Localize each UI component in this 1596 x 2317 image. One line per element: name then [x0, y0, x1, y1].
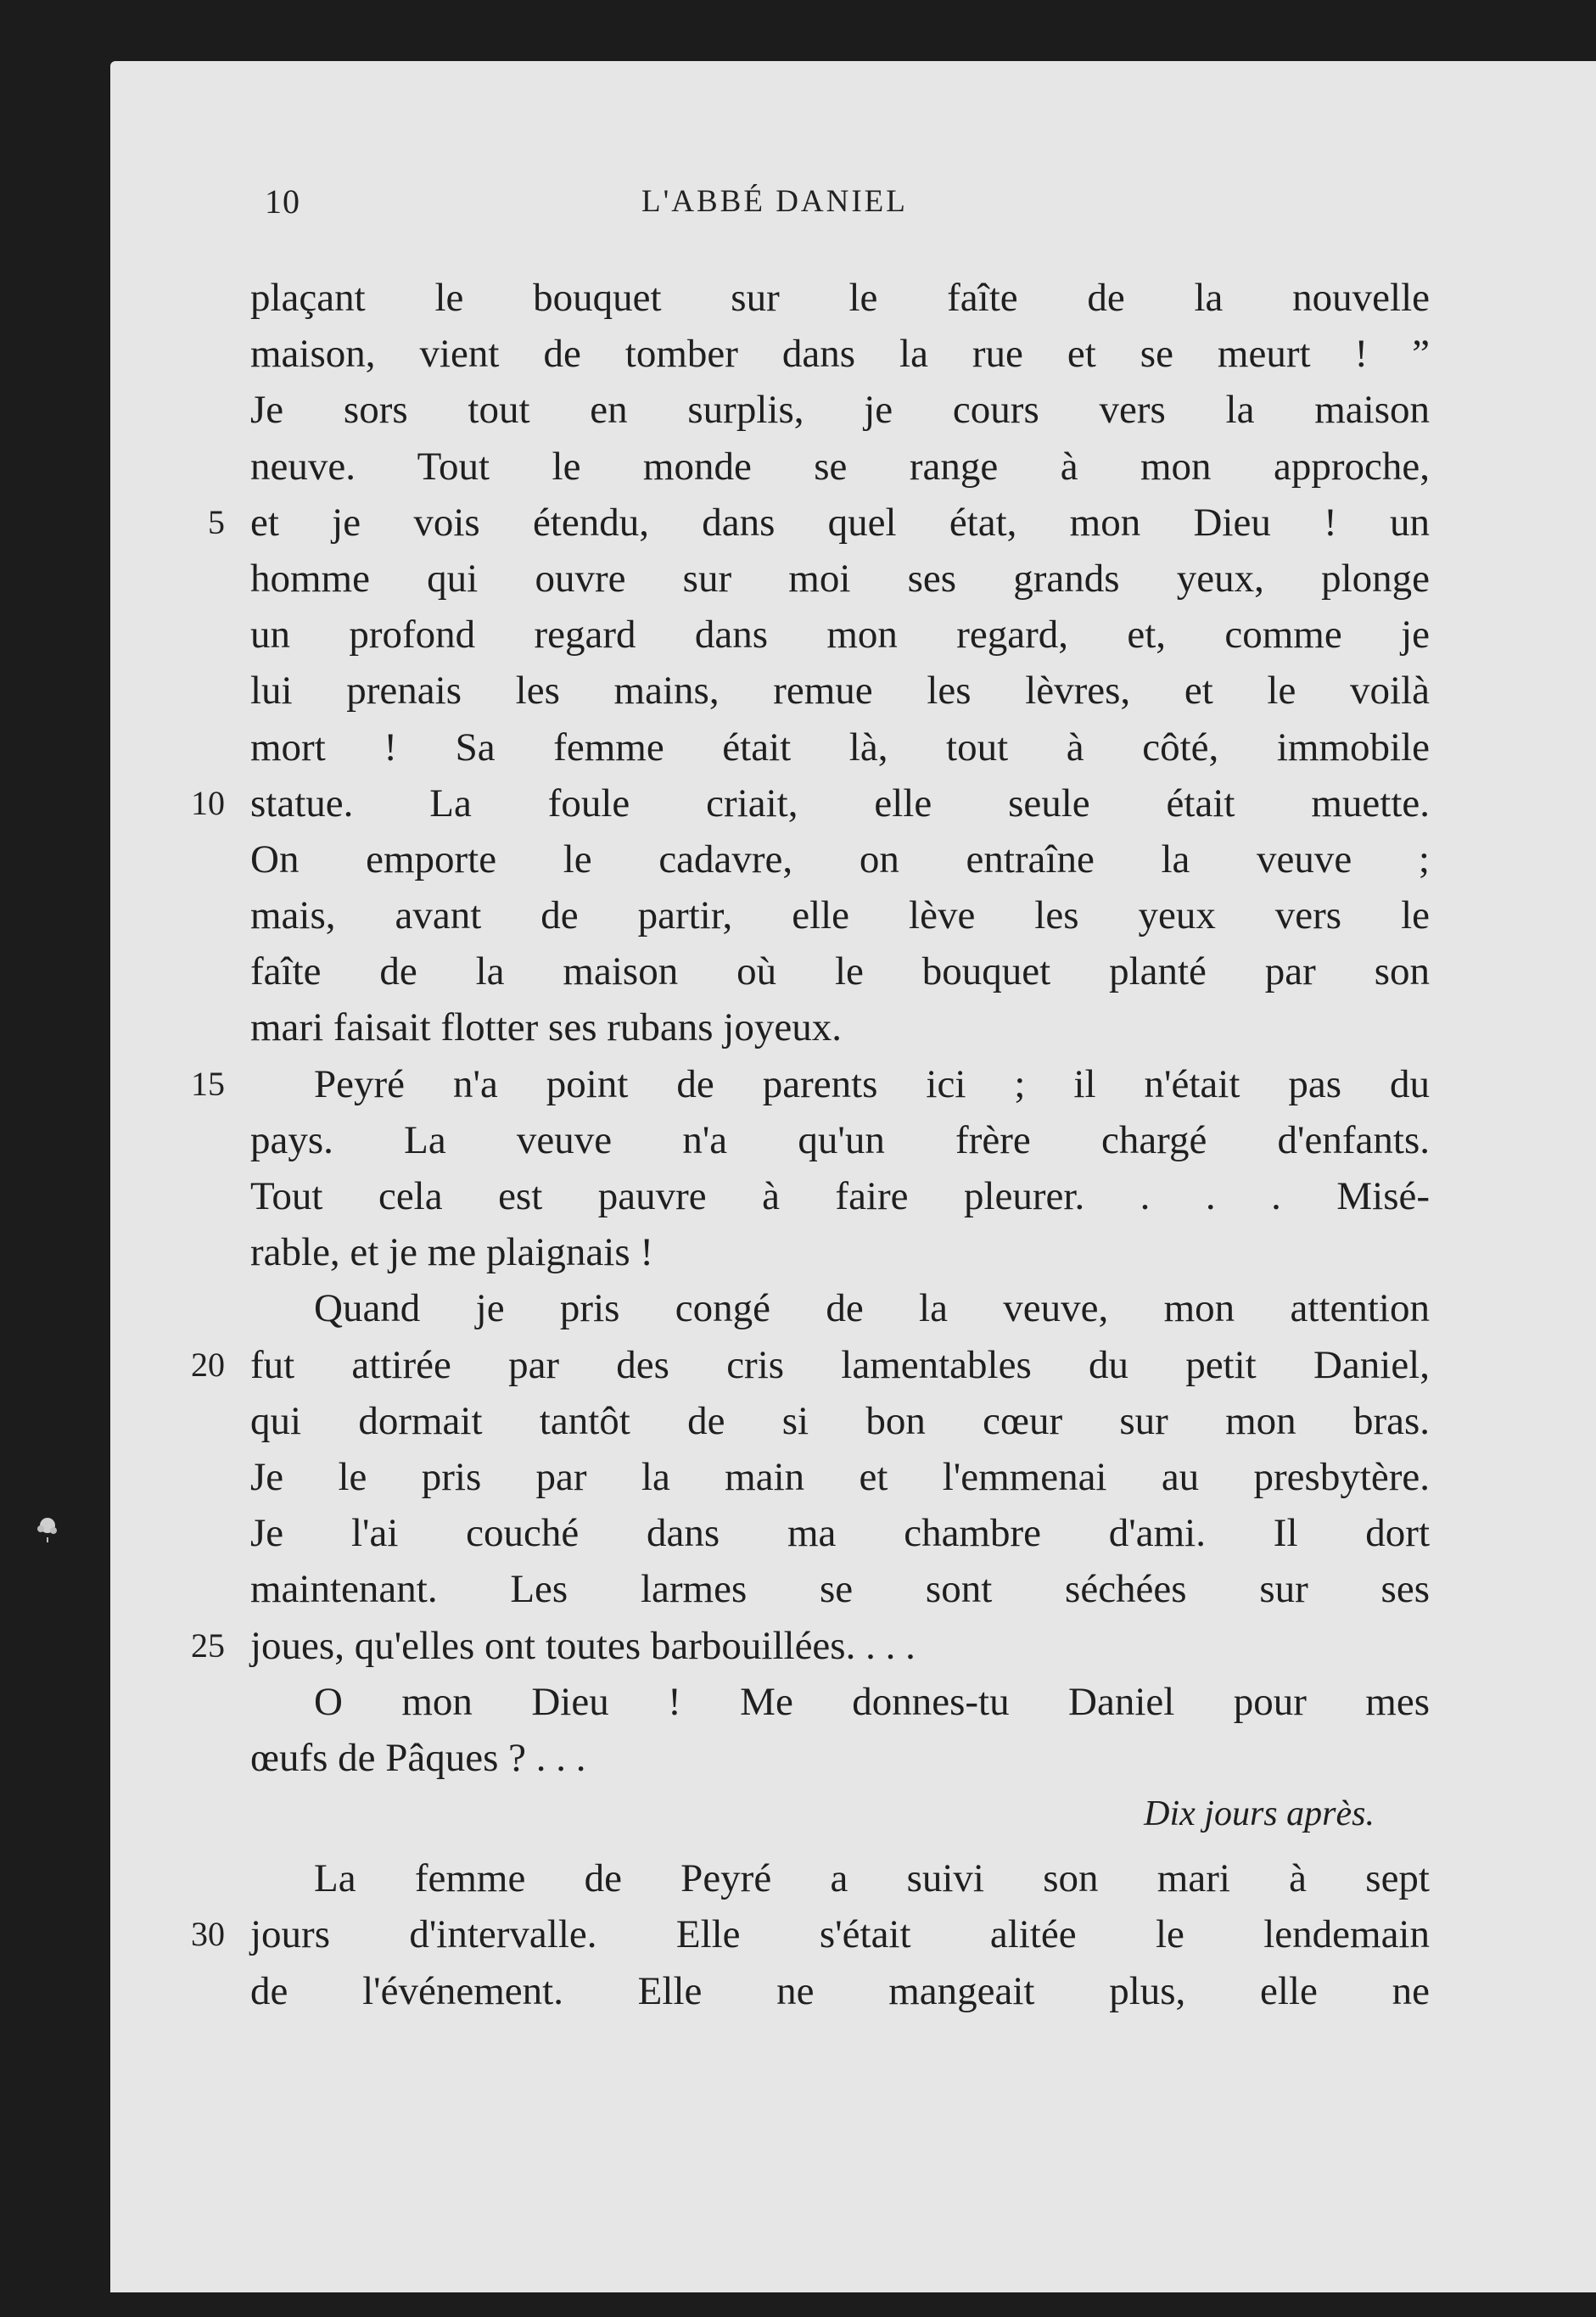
line-text: Dix jours après. [1144, 1794, 1375, 1834]
line-text: joues, qu'elles ont toutes barbouillées. . . . [250, 1623, 916, 1668]
line-text: maison, vient de tomber dans la rue et se meurt ! ” [250, 332, 1430, 377]
line-text: qui dormait tantôt de si bon cœur sur mon bras. [250, 1398, 1430, 1443]
text-line [250, 439, 1438, 495]
line-text: statue. La foule criait, elle seule était muette. [250, 781, 1430, 826]
text-line [191, 1906, 1438, 1962]
line-text: jours d'intervalle. Elle s'était alitée le lendemain [250, 1912, 1430, 1957]
line-text: et je vois étendu, dans quel état, mon Dieu ! un [250, 500, 1430, 545]
line-text: faîte de la maison où le bouquet planté par son [250, 949, 1430, 994]
line-text: Je le pris par la main et l'emmenai au presbytère. [250, 1454, 1430, 1499]
text-line [250, 943, 1438, 999]
page-number: 10 [265, 182, 300, 221]
ink-smudge-icon [31, 1510, 64, 1544]
line-text: Peyré n'a point de parents ici ; il n'était pas du [314, 1061, 1430, 1106]
line-text: Je l'ai couché dans ma chambre d'ami. Il dort [250, 1511, 1430, 1556]
text-line [250, 1674, 1438, 1730]
line-text: un profond regard dans mon regard, et, comme je [250, 613, 1430, 658]
line-text: lui prenais les mains, remue les lèvres, et le voilà [250, 669, 1430, 714]
line-text: On emporte le cadavre, on entraîne la veuve ; [250, 837, 1430, 881]
text-line [191, 775, 1438, 831]
line-number: 30 [191, 1915, 225, 1954]
text-line [208, 495, 1438, 551]
line-number: 15 [191, 1064, 225, 1103]
line-number: 5 [208, 502, 225, 541]
line-text: rable, et je me plaignais ! [250, 1230, 654, 1275]
text-line [250, 999, 1438, 1055]
line-text: mari faisait flotter ses rubans joyeux. [250, 1005, 842, 1050]
text-line [250, 1505, 1438, 1561]
line-text: neuve. Tout le monde se range à mon approche, [250, 444, 1430, 489]
text-line [250, 831, 1438, 887]
line-text: Je sors tout en surplis, je cours vers la maison [250, 388, 1430, 433]
line-text: Quand je pris congé de la veuve, mon attention [314, 1286, 1430, 1331]
line-text: O mon Dieu ! Me donnes-tu Daniel pour mes [314, 1679, 1430, 1724]
line-text: homme qui ouvre sur moi ses grands yeux, plonge [250, 556, 1430, 601]
text-line [250, 270, 1438, 326]
text-line [191, 1056, 1438, 1112]
text-line [250, 1393, 1438, 1449]
line-text: fut attirée par des cris lamentables du petit Daniel, [250, 1342, 1430, 1387]
line-text: mais, avant de partir, elle lève les yeux vers le [250, 893, 1430, 938]
spacer [250, 1842, 1438, 1850]
text-line [250, 326, 1438, 382]
line-number: 20 [191, 1345, 225, 1384]
line-text: La femme de Peyré a suivi son mari à sept [314, 1856, 1430, 1901]
text-line [250, 887, 1438, 943]
line-text: Tout cela est pauvre à faire pleurer. . . . Misé- [250, 1174, 1430, 1218]
line-number: 25 [191, 1626, 225, 1665]
line-text: maintenant. Les larmes se sont séchées sur ses [250, 1567, 1430, 1612]
text-line [250, 551, 1438, 607]
text-line [250, 1280, 1438, 1336]
body-text [191, 270, 1438, 2019]
text-line [250, 663, 1438, 719]
text-line [250, 1963, 1438, 2019]
text-line [250, 1561, 1438, 1617]
section-dateline [250, 1786, 1438, 1842]
text-line [250, 1224, 1438, 1280]
line-text: de l'événement. Elle ne mangeait plus, elle ne [250, 1968, 1430, 2013]
line-number: 10 [191, 783, 225, 822]
text-line [250, 607, 1438, 663]
running-title: L'ABBÉ DANIEL [641, 184, 908, 219]
line-text: pays. La veuve n'a qu'un frère chargé d'enfants. [250, 1117, 1430, 1162]
text-line [250, 1850, 1438, 1906]
line-text: œufs de Pâques ? . . . [250, 1735, 586, 1780]
text-line [191, 1337, 1438, 1393]
text-line [250, 719, 1438, 775]
text-line [250, 1449, 1438, 1505]
line-text: mort ! Sa femme était là, tout à côté, immobile [250, 725, 1430, 770]
text-line [250, 1168, 1438, 1224]
text-line [250, 382, 1438, 438]
text-line [250, 1112, 1438, 1168]
text-line [250, 1730, 1438, 1786]
line-text: plaçant le bouquet sur le faîte de la nouvelle [250, 276, 1430, 320]
page-header [0, 182, 1596, 232]
text-line [191, 1618, 1438, 1674]
